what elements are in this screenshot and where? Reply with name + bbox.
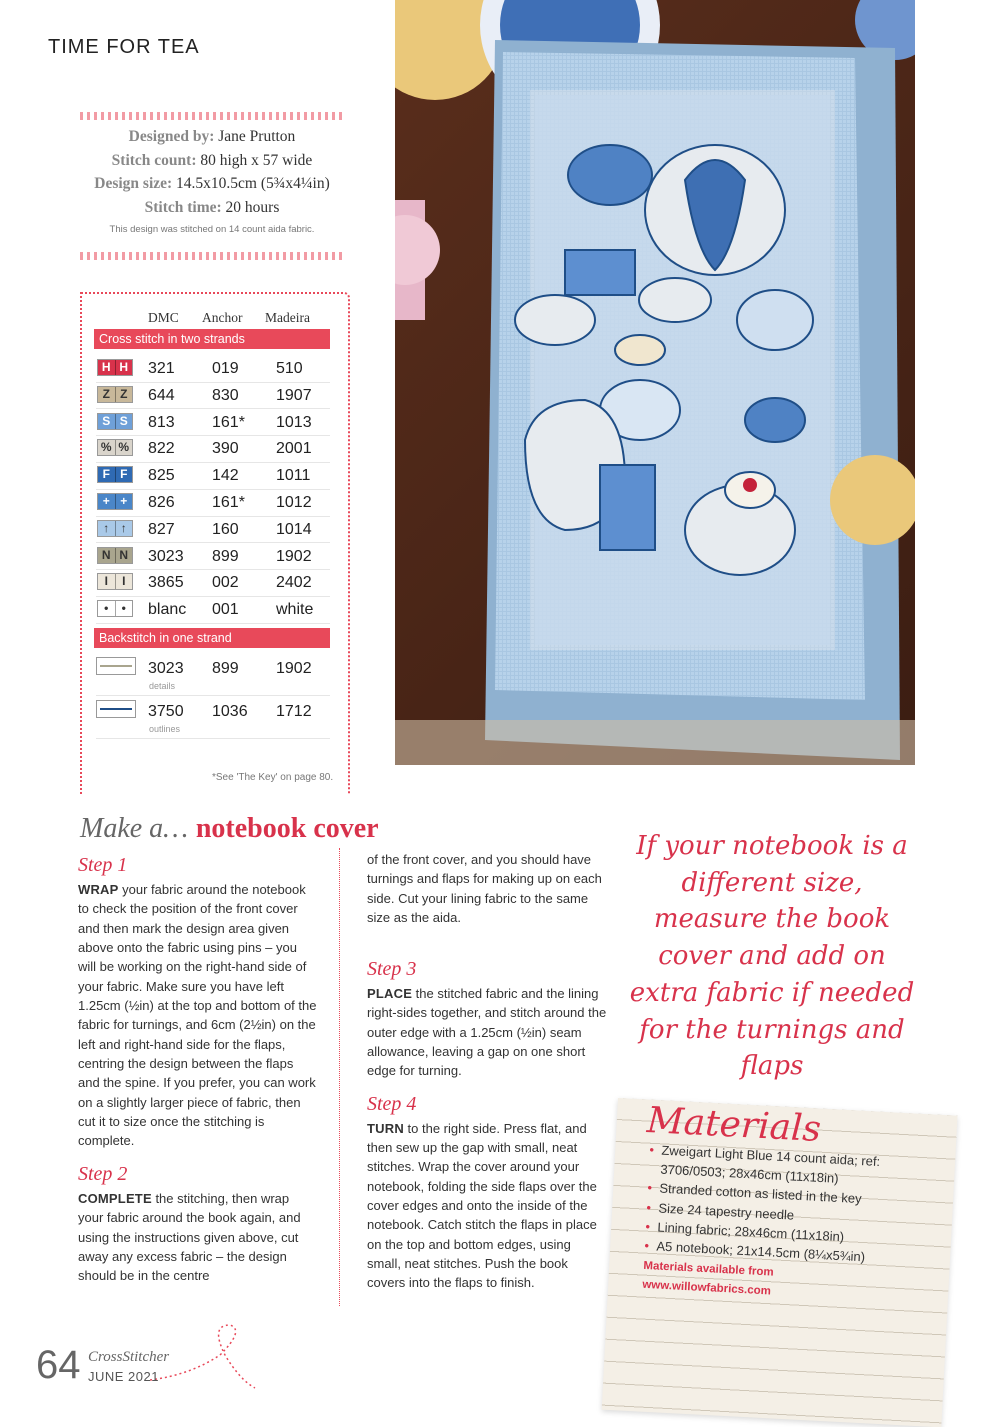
step-1-title: Step 1	[78, 854, 128, 876]
key-row	[96, 355, 330, 383]
notebook-photo-illustration	[395, 0, 915, 765]
key-row	[96, 409, 330, 437]
backstitch-swatch	[96, 700, 136, 718]
symbol-glyph: •	[115, 601, 133, 616]
thread-symbol	[97, 600, 133, 617]
materials-link[interactable]: Materials available from www.willowfabrics.com	[642, 1260, 774, 1298]
symbol-glyph: I	[115, 574, 133, 589]
thread-anchor: 001	[212, 601, 239, 619]
step-3-text	[367, 984, 607, 1081]
thread-symbol	[97, 547, 133, 564]
thread-dmc: 3865	[148, 574, 184, 592]
thread-anchor: 1036	[212, 703, 248, 720]
instructions-column-left	[78, 848, 318, 1285]
thread-madeira: 1014	[276, 520, 312, 538]
step-2-body: the stitching, then wrap your fabric around the book again, and using the instructions given above, cut away any excess fabric – the design should be in the centre	[78, 1190, 301, 1284]
key-row	[96, 382, 330, 410]
cross-stitch-band: Cross stitch in two strands	[94, 329, 330, 349]
designed-by: Jane Prutton	[218, 128, 296, 145]
symbol-glyph: %	[100, 440, 112, 455]
step-3-title: Step 3	[367, 958, 417, 980]
material-item: • A5 notebook; 21x14.5cm (8¼x5¾in)	[644, 1236, 905, 1269]
symbol-glyph: H	[115, 360, 133, 375]
key-footnote: *See 'The Key' on page 80.	[212, 772, 334, 783]
thread-anchor: 002	[212, 574, 239, 592]
designed-by-label: Designed by:	[128, 128, 215, 145]
step-4-body: to the right side. Press flat, and then sew up the gap with small, neat stitches. Wrap the cover around your notebook, folding the side flaps over the cover edges and onto the inside of the notebook. Catch stitch the flaps in place on the top and bottom edges, using small, neat stitches. Push the book covers into the flaps to finish.	[367, 1120, 597, 1291]
thread-madeira: 1011	[276, 467, 311, 485]
symbol-glyph: %	[115, 440, 133, 455]
thread-dmc: 826	[148, 494, 175, 511]
symbol-glyph: S	[102, 413, 111, 428]
step-3-body: the stitched fabric and the lining right-sides together, and stitch around the outer edge with a 1.25cm (½in) seam allowance, leaving a gap on one short edge for turning.	[367, 986, 607, 1079]
design-info	[78, 125, 346, 237]
thread-dmc: 321	[148, 360, 175, 377]
step-2-text	[78, 1189, 318, 1285]
step-4-text	[367, 1119, 607, 1293]
step-1-text	[78, 880, 318, 1151]
thread-madeira: 1907	[276, 386, 312, 404]
zigzag-divider-top	[80, 112, 345, 120]
thread-anchor: 161*	[212, 413, 245, 431]
step-1-lead: WRAP	[78, 882, 119, 897]
step-2-continued	[367, 850, 607, 946]
step-1-body: your fabric around the notebook to check the position of the front cover and then mark the design area given above onto the fabric using pins – you will be working on the right-hand side of your fabric. Make sure you have left 1.25cm (½in) at the top and bottom of the fabric for turnings, and 6cm (2½in) on the left and right-hand side for the flaps, centring the design between the flaps and the spine. If you prefer, you can work on a slightly larger piece of fabric, then cut it to size once the stitching is complete.	[78, 882, 317, 1149]
thread-anchor: 899	[212, 547, 239, 565]
thread-madeira: 1712	[276, 703, 312, 720]
material-item: • Stranded cotton as listed in the key	[647, 1178, 908, 1211]
step-3-lead: PLACE	[367, 986, 413, 1001]
stitch-time: 20 hours	[225, 198, 280, 216]
thread-dmc: 644	[148, 386, 175, 404]
symbol-glyph: ↑	[103, 520, 110, 535]
zigzag-divider-bottom	[80, 252, 345, 260]
step-2-title: Step 2	[78, 1162, 128, 1185]
key-row	[96, 596, 330, 624]
instructions-column-right	[367, 850, 607, 1293]
thread-symbol	[97, 413, 133, 430]
thread-dmc: 813	[148, 413, 175, 431]
thread-anchor: 390	[212, 440, 239, 458]
stitch-count: 80 high x 57 wide	[200, 151, 313, 169]
thread-madeira: 1013	[276, 413, 312, 431]
symbol-glyph: +	[115, 494, 133, 509]
header-anchor: Anchor	[202, 310, 243, 325]
backstitch-row	[96, 698, 330, 739]
thread-madeira: 2001	[276, 440, 312, 458]
heading-notebook-cover: notebook cover	[195, 813, 379, 844]
thread-dmc: 827	[148, 520, 175, 538]
symbol-glyph: N	[115, 548, 133, 563]
thread-anchor: 142	[212, 467, 239, 485]
thread-anchor: 160	[212, 520, 239, 538]
thread-madeira: 510	[276, 360, 303, 377]
thread-dmc: 825	[148, 467, 175, 485]
design-size-label: Design size:	[94, 175, 173, 192]
symbol-glyph: Z	[115, 387, 133, 402]
page-number: 64	[36, 1343, 81, 1387]
notebook-photo	[395, 0, 915, 765]
fabric-note: This design was stitched on 14 count aida fabric.	[109, 224, 315, 235]
step-4-title: Step 4	[367, 1092, 417, 1115]
stitch-time-label: Stitch time:	[144, 198, 222, 216]
symbol-glyph: H	[101, 360, 111, 374]
step-2-lead: COMPLETE	[78, 1190, 152, 1206]
key-row	[96, 516, 330, 544]
backstitch-swatch	[96, 657, 136, 675]
symbol-glyph: Z	[102, 386, 110, 401]
thread-symbol	[97, 573, 133, 590]
thread-symbol	[97, 520, 133, 537]
symbol-glyph: N	[101, 547, 111, 562]
backstitch-row	[96, 655, 330, 696]
symbol-glyph: I	[104, 574, 108, 589]
thread-anchor: 830	[212, 386, 239, 404]
material-item: • Size 24 tapestry needle	[646, 1198, 907, 1231]
instructions-heading	[80, 812, 379, 845]
pull-quote: If your notebook is a different size, measure the book cover and add on extra fabric if needed for the turnings and flaps	[629, 831, 915, 1082]
thread-madeira: 1902	[276, 547, 312, 565]
thread-dmc: 3023	[148, 547, 184, 565]
materials-title: Materials	[645, 1100, 823, 1151]
backstitch-note: outlines	[149, 724, 181, 734]
thread-dmc: 822	[148, 440, 175, 458]
thread-madeira: 1902	[276, 660, 312, 677]
thread-dmc: blanc	[148, 601, 187, 619]
symbol-glyph: ↑	[115, 521, 133, 536]
symbol-glyph: F	[102, 467, 110, 482]
symbol-glyph: •	[104, 601, 109, 616]
header-madeira: Madeira	[265, 310, 310, 325]
thread-anchor: 899	[212, 660, 239, 677]
step-4-lead: TURN	[367, 1120, 404, 1136]
key-row	[96, 489, 330, 517]
thread-madeira: 2402	[276, 574, 312, 592]
thread-symbol	[97, 439, 133, 456]
materials-list	[642, 1140, 910, 1309]
backstitch-band: Backstitch in one strand	[94, 628, 330, 648]
symbol-glyph: F	[115, 467, 133, 482]
thread-anchor: 161*	[212, 494, 245, 511]
step-2-continued-text: of the front cover, and you should have turnings and flaps for making up on each side. Cut your lining fabric to the same size as the aida.	[367, 852, 602, 926]
stitch-count-label: Stitch count:	[111, 151, 197, 169]
thread-symbol	[97, 466, 133, 483]
header-dmc: DMC	[148, 310, 179, 325]
symbol-glyph: S	[115, 414, 133, 429]
issue-date: JUNE 2021	[88, 1369, 159, 1384]
key-row	[96, 435, 330, 463]
column-divider	[339, 848, 340, 1306]
design-size: 14.5x10.5cm (5¾x4¼in)	[176, 175, 330, 192]
backstitch-note: details	[149, 681, 176, 691]
key-row	[96, 543, 330, 571]
thread-anchor: 019	[212, 360, 239, 377]
symbol-glyph: +	[102, 494, 110, 508]
magazine-name: CrossStitcher	[88, 1349, 170, 1365]
thread-symbol	[97, 359, 133, 376]
heading-make-a: Make a…	[80, 813, 189, 844]
thread-symbol	[97, 386, 133, 403]
thread-dmc: 3023	[148, 660, 184, 677]
material-item: • Zweigart Light Blue 14 count aida; ref: 3706/0503; 28x46cm (11x18in)	[648, 1140, 910, 1192]
key-row	[96, 462, 330, 490]
key-row	[96, 569, 330, 597]
section-title: TIME FOR TEA	[48, 36, 200, 58]
material-item: • Lining fabric; 28x46cm (11x18in)	[645, 1217, 906, 1250]
thread-madeira: 1012	[276, 494, 312, 511]
thread-symbol	[97, 493, 133, 510]
thread-dmc: 3750	[148, 703, 184, 720]
thread-madeira: white	[276, 601, 314, 619]
